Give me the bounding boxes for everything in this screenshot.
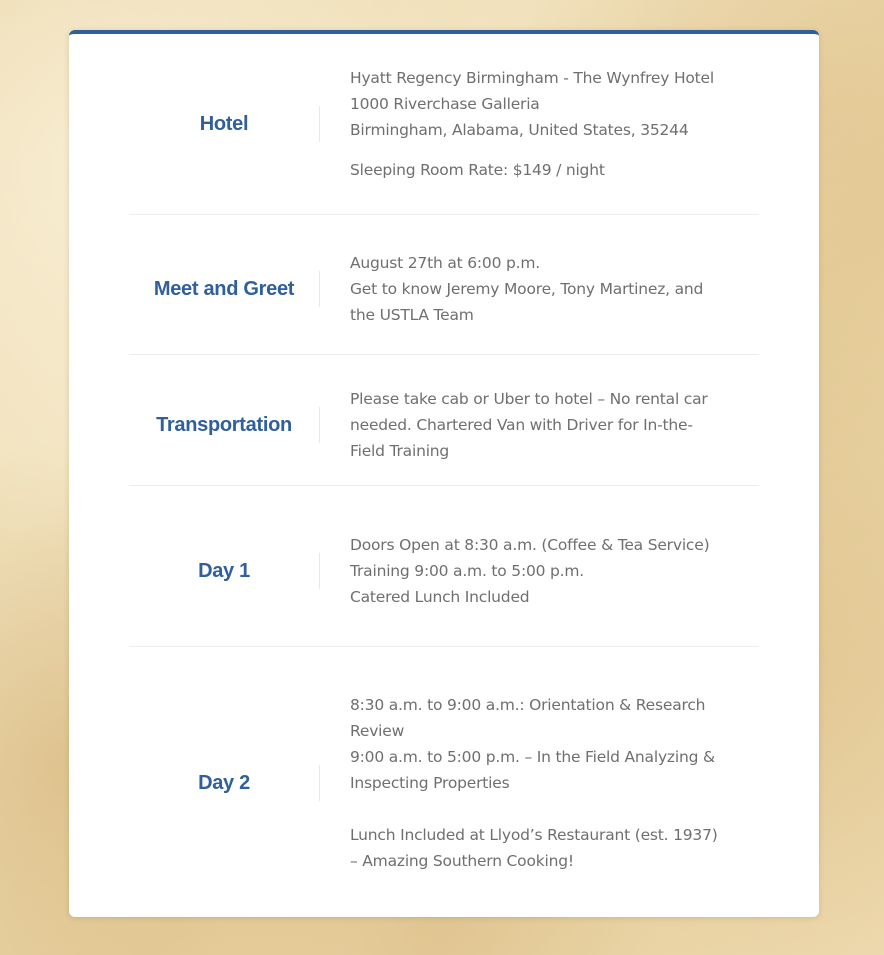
transport-line-3: Field Training: [350, 442, 450, 460]
details-row-day-1: [129, 532, 759, 610]
transport-line-2: needed. Chartered Van with Driver for In-the-: [350, 416, 693, 434]
row-label-day-2: Day 2: [198, 771, 250, 794]
row-content-day-2: [320, 692, 759, 874]
row-content-transportation: [320, 386, 759, 464]
day2-line-4: Inspecting Properties: [350, 774, 510, 792]
row-content-hotel: [320, 65, 759, 183]
day2-line-2: Review: [350, 722, 405, 740]
meet-greet-time: August 27th at 6:00 p.m.: [350, 254, 540, 272]
row-content-meet-and-greet: [320, 250, 759, 328]
row-divider: [129, 214, 759, 215]
day2-lunch-line-1: Lunch Included at Llyod’s Restaurant (est. 1937): [350, 826, 718, 844]
event-details-card: [69, 30, 819, 917]
transport-line-1: Please take cab or Uber to hotel – No rental car: [350, 390, 708, 408]
details-row-meet-and-greet: [129, 250, 759, 328]
hotel-street: 1000 Riverchase Galleria: [350, 95, 540, 113]
row-divider: [129, 354, 759, 355]
day2-line-1: 8:30 a.m. to 9:00 a.m.: Orientation & Research: [350, 696, 706, 714]
meet-greet-desc-2: the USTLA Team: [350, 306, 474, 324]
hotel-room-rate: Sleeping Room Rate: $149 / night: [350, 161, 605, 179]
details-row-transportation: [129, 386, 759, 464]
row-divider: [129, 646, 759, 647]
row-content-day-1: [320, 532, 759, 610]
meet-greet-desc-1: Get to know Jeremy Moore, Tony Martinez, and: [350, 280, 704, 298]
day2-line-3: 9:00 a.m. to 5:00 p.m. – In the Field Analyzing &: [350, 748, 715, 766]
hotel-city: Birmingham, Alabama, United States, 35244: [350, 121, 689, 139]
details-row-hotel: [129, 66, 759, 182]
day1-lunch: Catered Lunch Included: [350, 588, 530, 606]
row-label-hotel: Hotel: [199, 112, 249, 135]
day1-training: Training 9:00 a.m. to 5:00 p.m.: [350, 562, 585, 580]
day1-doors-open: Doors Open at 8:30 a.m. (Coffee & Tea Service): [350, 536, 710, 554]
row-divider: [129, 485, 759, 486]
hotel-name: Hyatt Regency Birmingham - The Wynfrey Hotel: [350, 69, 715, 87]
day2-lunch-line-2: – Amazing Southern Cooking!: [350, 852, 574, 870]
row-label-transportation: Transportation: [156, 413, 292, 436]
row-label-meet-and-greet: Meet and Greet: [153, 277, 295, 300]
row-label-day-1: Day 1: [198, 559, 250, 582]
details-row-day-2: [129, 692, 759, 874]
